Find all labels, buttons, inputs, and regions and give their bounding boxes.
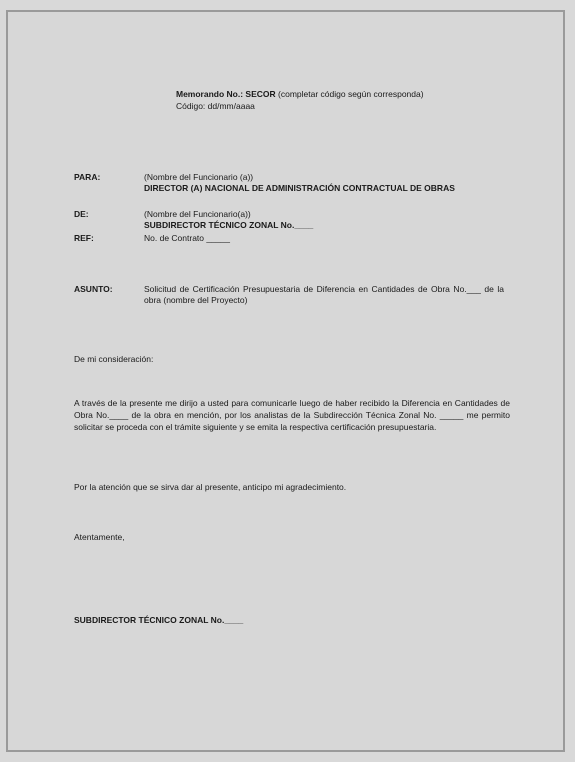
asunto-value: Solicitud de Certificación Presupuestaria de Diferencia en Cantidades de Obra No.___ de la obra (nombre del Proyecto) [144,284,504,305]
para-value [144,172,504,194]
de-position: SUBDIRECTOR TÉCNICO ZONAL No.____ [144,220,314,230]
de-label: DE: [74,209,89,219]
closing: Atentamente, [74,532,125,542]
memo-title: Memorando No.: SECOR [176,89,276,99]
memo-title-note: (completar código según corresponda) [278,89,424,99]
asunto-label: ASUNTO: [74,284,113,294]
body-paragraph-2: Por la atención que se sirva dar al presente, anticipo mi agradecimiento. [74,482,347,492]
ref-value: No. de Contrato _____ [144,233,231,243]
memo-header [176,88,424,112]
para-names: (Nombre del Funcionario (a)) [144,172,254,182]
body-paragraph-1: A través de la presente me dirijo a usted para comunicarle luego de haber recibido la Diferencia en Cantidades de Obra No.____ de la obra en mención, por los analistas de la Subdirección Técnica Zonal No. _____ me permito solicitar se proceda con el trámite siguiente y se emita la respectiva certificación presupuestaria. [74,398,510,432]
memo-title-line [176,88,424,100]
de-value [144,209,504,231]
memo-code: Código: dd/mm/aaaa [176,101,255,111]
ref-label: REF: [74,233,94,243]
signer-title: SUBDIRECTOR TÉCNICO ZONAL No.____ [74,615,244,625]
greeting: De mi consideración: [74,354,154,364]
de-names: (Nombre del Funcionario(a)) [144,209,251,219]
memo-document [6,10,565,752]
para-label: PARA: [74,172,101,182]
para-position: DIRECTOR (A) NACIONAL DE ADMINISTRACIÓN CONTRACTUAL DE OBRAS [144,183,455,193]
